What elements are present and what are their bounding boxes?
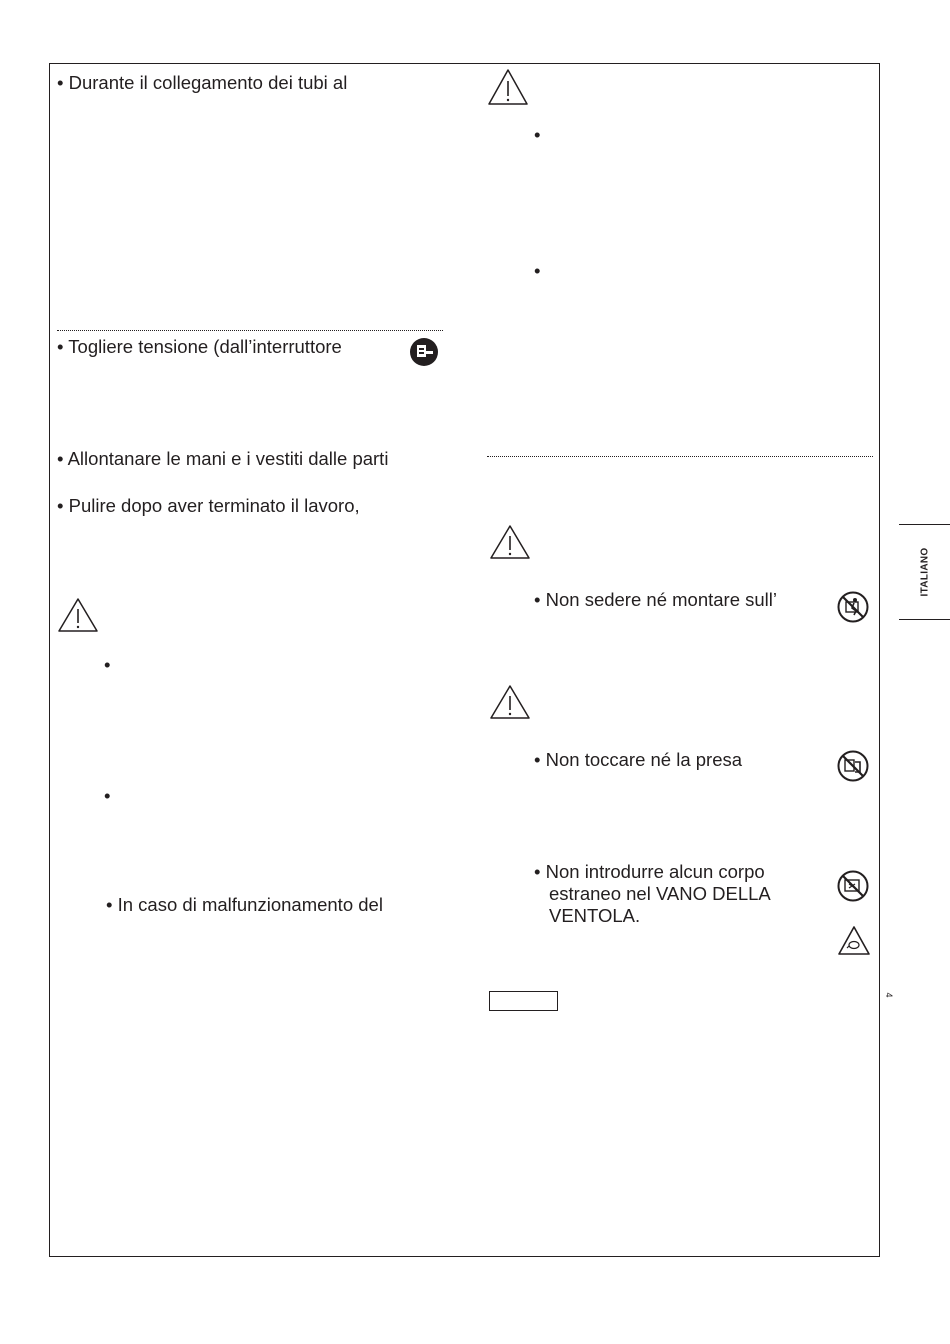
warning-triangle-icon [489,684,531,725]
plug-disconnect-icon [409,337,439,372]
item-no-insert-line3: VENTOLA. [549,905,641,926]
item-clean: • Pulire dopo aver terminato il lavoro, [57,495,360,516]
item-no-insert-line1: • Non introdurre alcun corpo [534,861,765,882]
no-touch-icon [837,750,869,787]
warning-triangle-icon [487,68,529,111]
bullet-right-b: • [534,260,541,281]
bullet-right-a: • [534,124,541,145]
no-climbing-icon [837,591,869,628]
bullet-left-a: • [104,654,111,675]
dotted-divider [57,330,443,331]
item-no-sit: • Non sedere né montare sull’ [534,589,777,610]
item-power-off: • Togliere tensione (dall’interruttore [57,336,342,357]
language-tab-label: ITALIANO [919,547,930,597]
item-no-insert-line2: estraneo nel VANO DELLA [549,883,771,904]
bullet-left-b: • [104,785,111,806]
page-number: 4 [884,992,894,998]
dotted-divider [487,456,873,457]
language-tab [899,524,950,620]
item-malfunction: • In caso di malfunzionamento del [106,894,383,915]
item-pipes: • Durante il collegamento dei tubi al [57,72,348,93]
item-hands: • Allontanare le mani e i vestiti dalle parti [57,448,389,469]
warning-triangle-icon [57,597,99,638]
page-frame [49,63,880,1257]
no-insert-icon [837,870,869,907]
empty-label-box [489,991,558,1011]
fan-hazard-icon [837,925,871,961]
warning-triangle-icon [489,524,531,565]
item-no-touch: • Non toccare né la presa [534,749,743,770]
